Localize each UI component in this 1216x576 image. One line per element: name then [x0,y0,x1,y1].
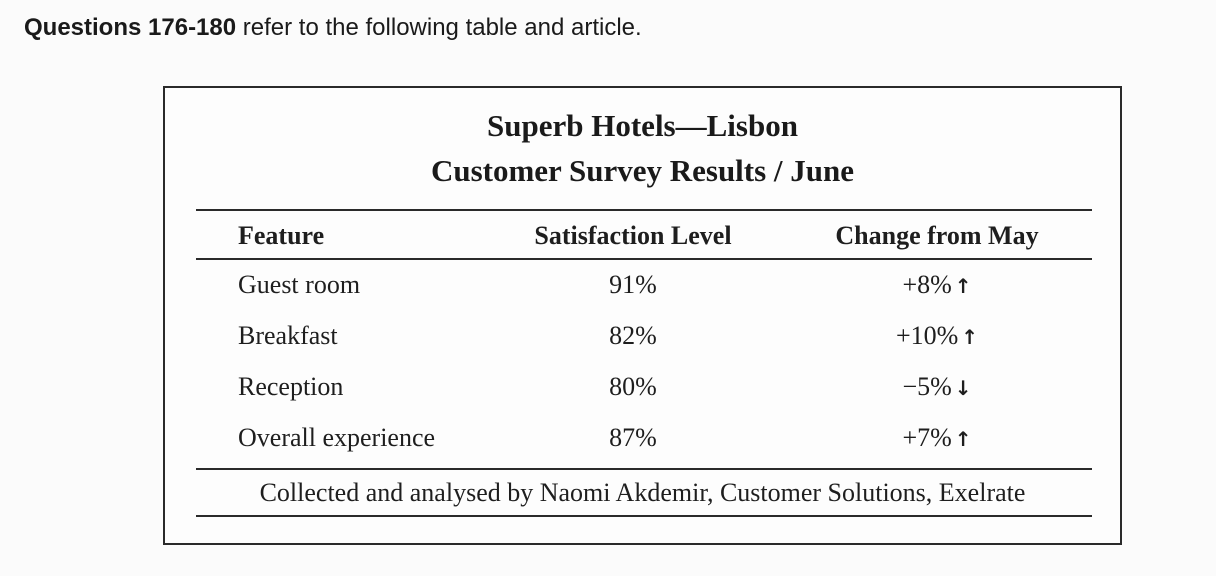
row-satisfaction-level: 80% [609,372,657,401]
questions-intro-text: refer to the following table and article. [242,14,642,41]
header-feature: Feature [238,221,325,250]
row-feature: Breakfast [238,321,338,350]
arrow-up-icon: ↑ [954,427,972,451]
row-change [817,270,1057,300]
row-change [817,372,1057,402]
questions-range: Questions 176-180 [24,14,237,41]
header-bottom-rule [196,258,1092,260]
row-satisfaction-level: 87% [609,423,657,452]
row-satisfaction-level: 82% [609,321,657,350]
row-feature: Reception [238,372,344,401]
row-feature: Guest room [238,270,361,299]
table-title: Superb Hotels—Lisbon [487,108,798,143]
row-change-value: −5% [902,372,952,401]
arrow-up-icon: ↑ [954,274,972,298]
row-satisfaction-level: 91% [609,270,657,299]
header-satisfaction-level: Satisfaction Level [534,221,732,250]
survey-table-box [163,86,1122,545]
header-top-rule [196,209,1092,211]
arrow-up-icon: ↑ [961,325,979,349]
questions-intro [24,14,642,42]
row-change [817,423,1057,453]
header-change-from-may: Change from May [835,221,1039,250]
row-change [817,321,1057,351]
row-feature: Overall experience [238,423,436,452]
table-subtitle: Customer Survey Results / June [430,153,855,188]
row-change-value: +8% [902,270,952,299]
arrow-down-icon: ↓ [954,376,972,400]
row-change-value: +7% [902,423,952,452]
footer-top-rule [196,468,1092,470]
table-source-note: Collected and analysed by Naomi Akdemir, Customer Solutions, Exelrate [259,478,1026,507]
row-change-value: +10% [895,321,959,350]
footer-bottom-rule [196,515,1092,517]
